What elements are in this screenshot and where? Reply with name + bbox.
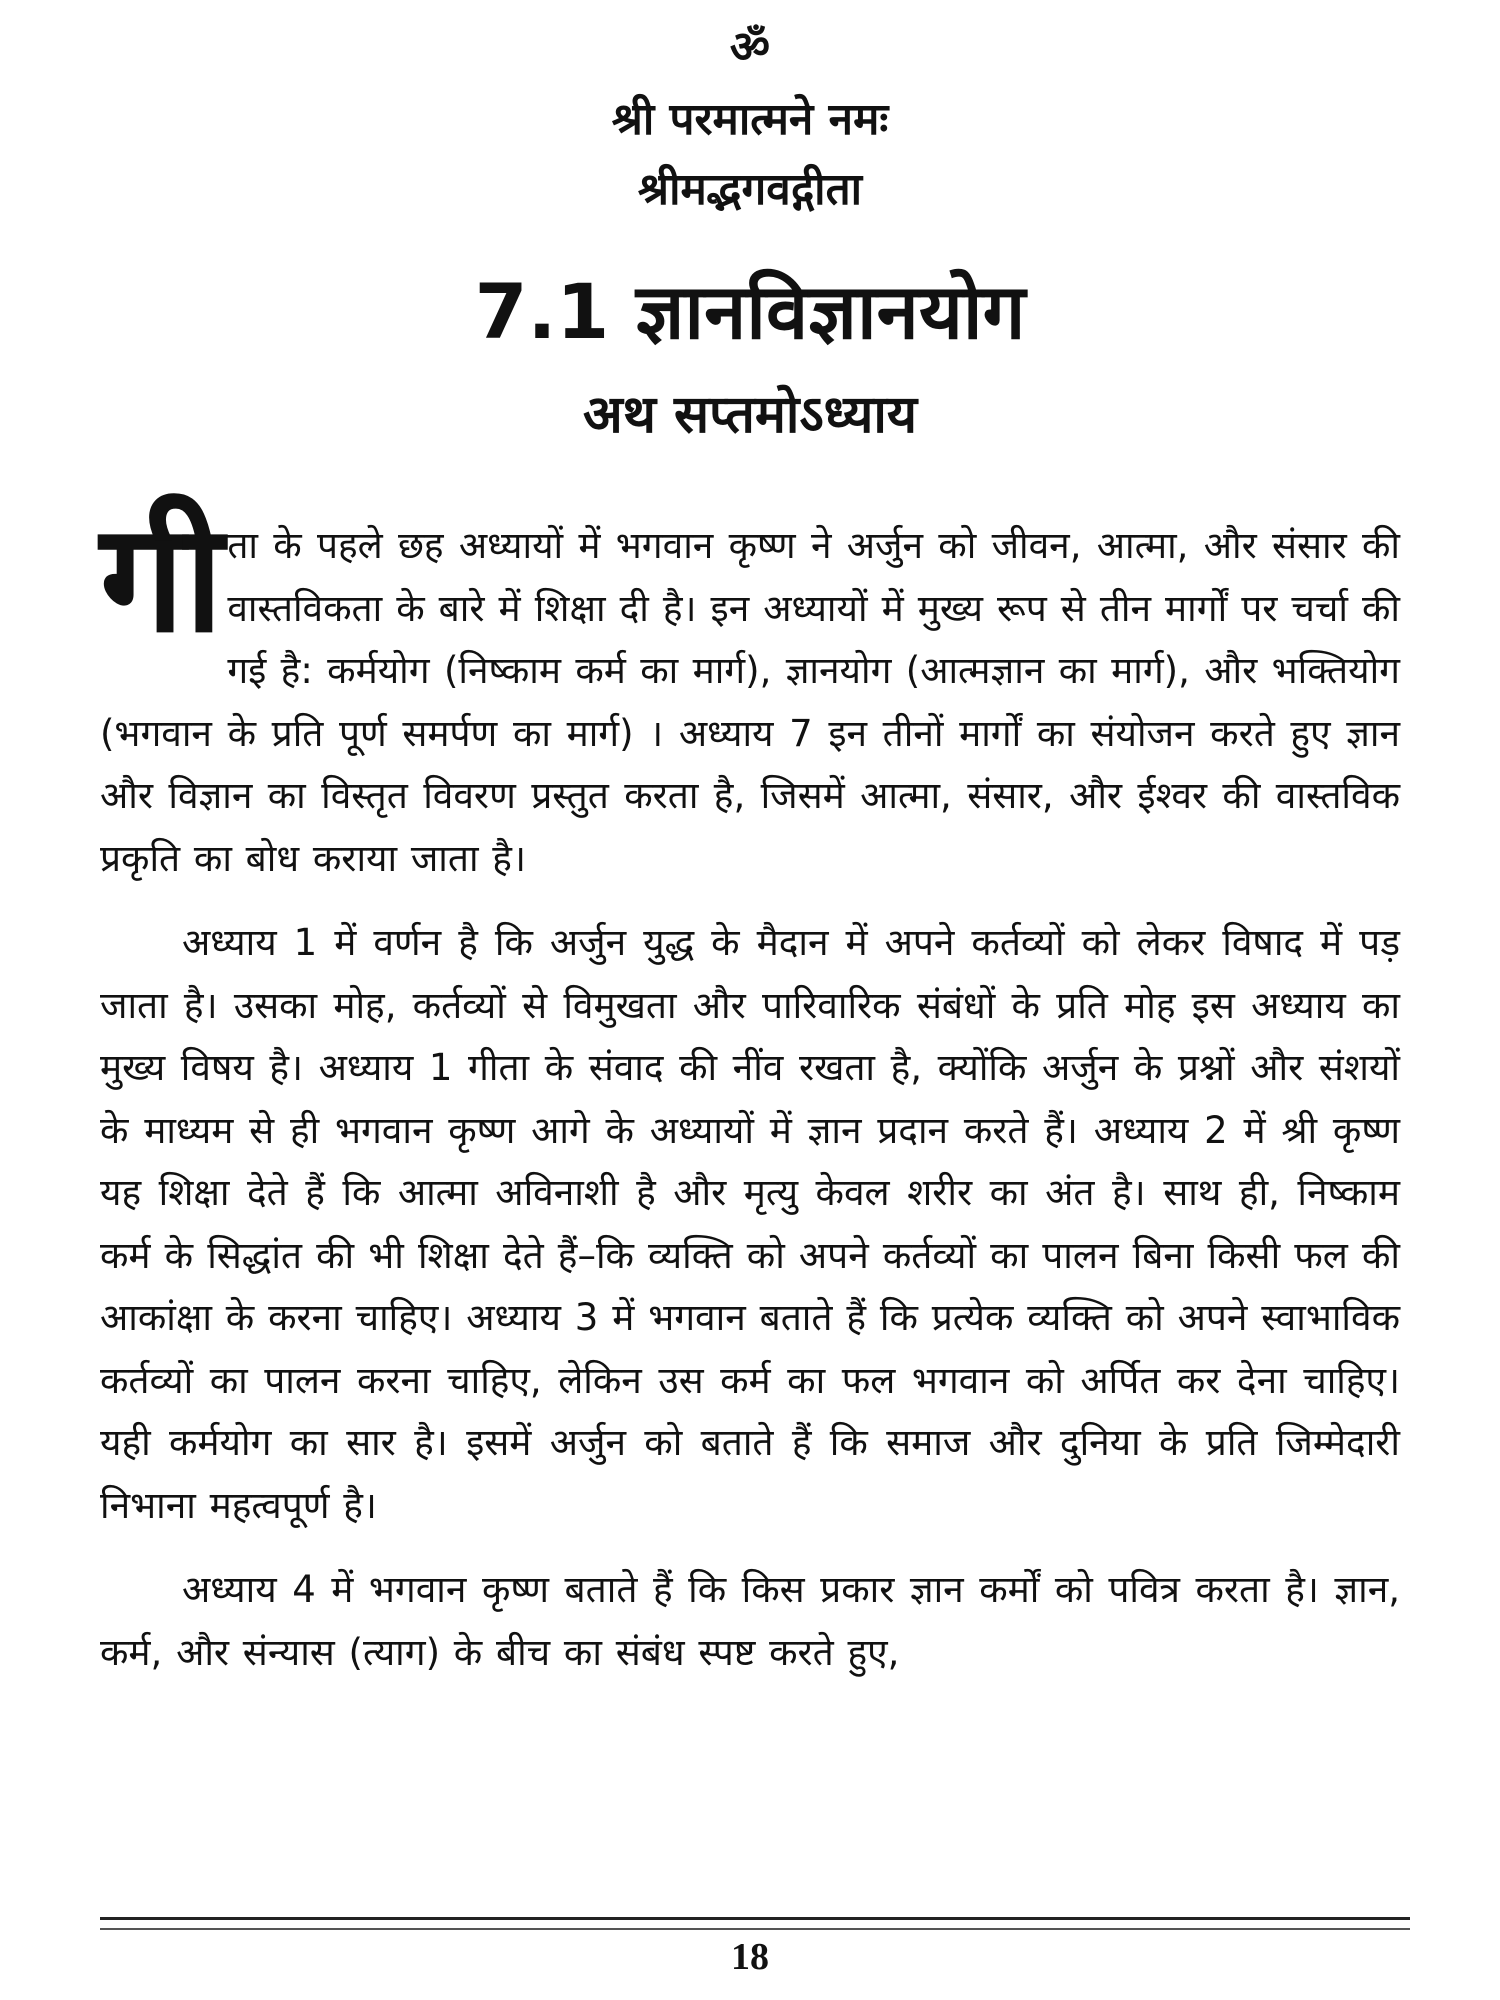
paragraph-1-text: ता के पहले छह अध्यायों में भगवान कृष्ण ने अर्जुन को जीवन, आत्मा, और संसार की वास्तविकता के बारे में शिक्षा दी है। इन अध्यायों में मुख्य रूप से तीन मार्गों पर चर्चा की गई है: कर्मयोग (निष्काम कर्म का मार्ग), ज्ञानयोग (आत्मज्ञान का मार्ग), और भक्तियोग (भगवान के प्रति पूर्ण समर्पण का मार्ग) । अध्याय 7 इन तीनों मार्गों का संयोजन करते हुए ज्ञान और विज्ञान का विस्तृत विवरण प्रस्तुत करता है, जिसमें आत्मा, संसार, और ईश्वर की वास्तविक प्रकृति का बोध कराया जाता है। xyxy=(100,524,1400,880)
body-text xyxy=(100,492,1400,1684)
paragraph-2: अध्याय 1 में वर्णन है कि अर्जुन युद्ध के मैदान में अपने कर्तव्यों को लेकर विषाद में पड़ जाता है। उसका मोह, कर्तव्यों से विमुखता और पारिवारिक संबंधों के प्रति मोह इस अध्याय का मुख्य विषय है। अध्याय 1 गीता के संवाद की नींव रखता है, क्योंकि अर्जुन के प्रश्नों और संशयों के माध्यम से ही भगवान कृष्ण आगे के अध्यायों में ज्ञान प्रदान करते हैं। अध्याय 2 में श्री कृष्ण यह शिक्षा देते हैं कि आत्मा अविनाशी है और मृत्यु केवल शरीर का अंत है। साथ ही, निष्काम कर्म के सिद्धांत की भी शिक्षा देते हैं–कि व्यक्ति को अपने कर्तव्यों का पालन बिना किसी फल की आकांक्षा के करना चाहिए। अध्याय 3 में भगवान बताते हैं कि प्रत्येक व्यक्ति को अपने स्वाभाविक कर्तव्यों का पालन करना चाहिए, लेकिन उस कर्म का फल भगवान को अर्पित कर देना चाहिए। यही कर्मयोग का सार है। इसमें अर्जुन को बताते हैं कि समाज और दुनिया के प्रति जिम्मेदारी निभाना महत्वपूर्ण है। xyxy=(100,921,1400,1527)
invocation-heading: श्री परमात्मने नमः xyxy=(611,94,889,145)
footer-divider xyxy=(100,1917,1410,1930)
paragraph-1 xyxy=(100,492,1400,890)
drop-cap: गी xyxy=(100,492,224,666)
paragraph-3: अध्याय 4 में भगवान कृष्ण बताते हैं कि किस प्रकार ज्ञान कर्मों को पवित्र करता है। ज्ञान, कर्म, और संन्यास (त्याग) के बीच का संबंध स्पष्ट करते हुए, xyxy=(100,1568,1400,1674)
page-number: 18 xyxy=(731,1936,769,1978)
om-symbol: ॐ xyxy=(729,22,771,73)
scripture-heading: श्रीमद्भगवद्गीता xyxy=(637,164,863,215)
chapter-subtitle: अथ सप्तमोऽध्याय xyxy=(582,385,918,445)
chapter-title: 7.1 ज्ञानविज्ञानयोग xyxy=(474,267,1026,356)
